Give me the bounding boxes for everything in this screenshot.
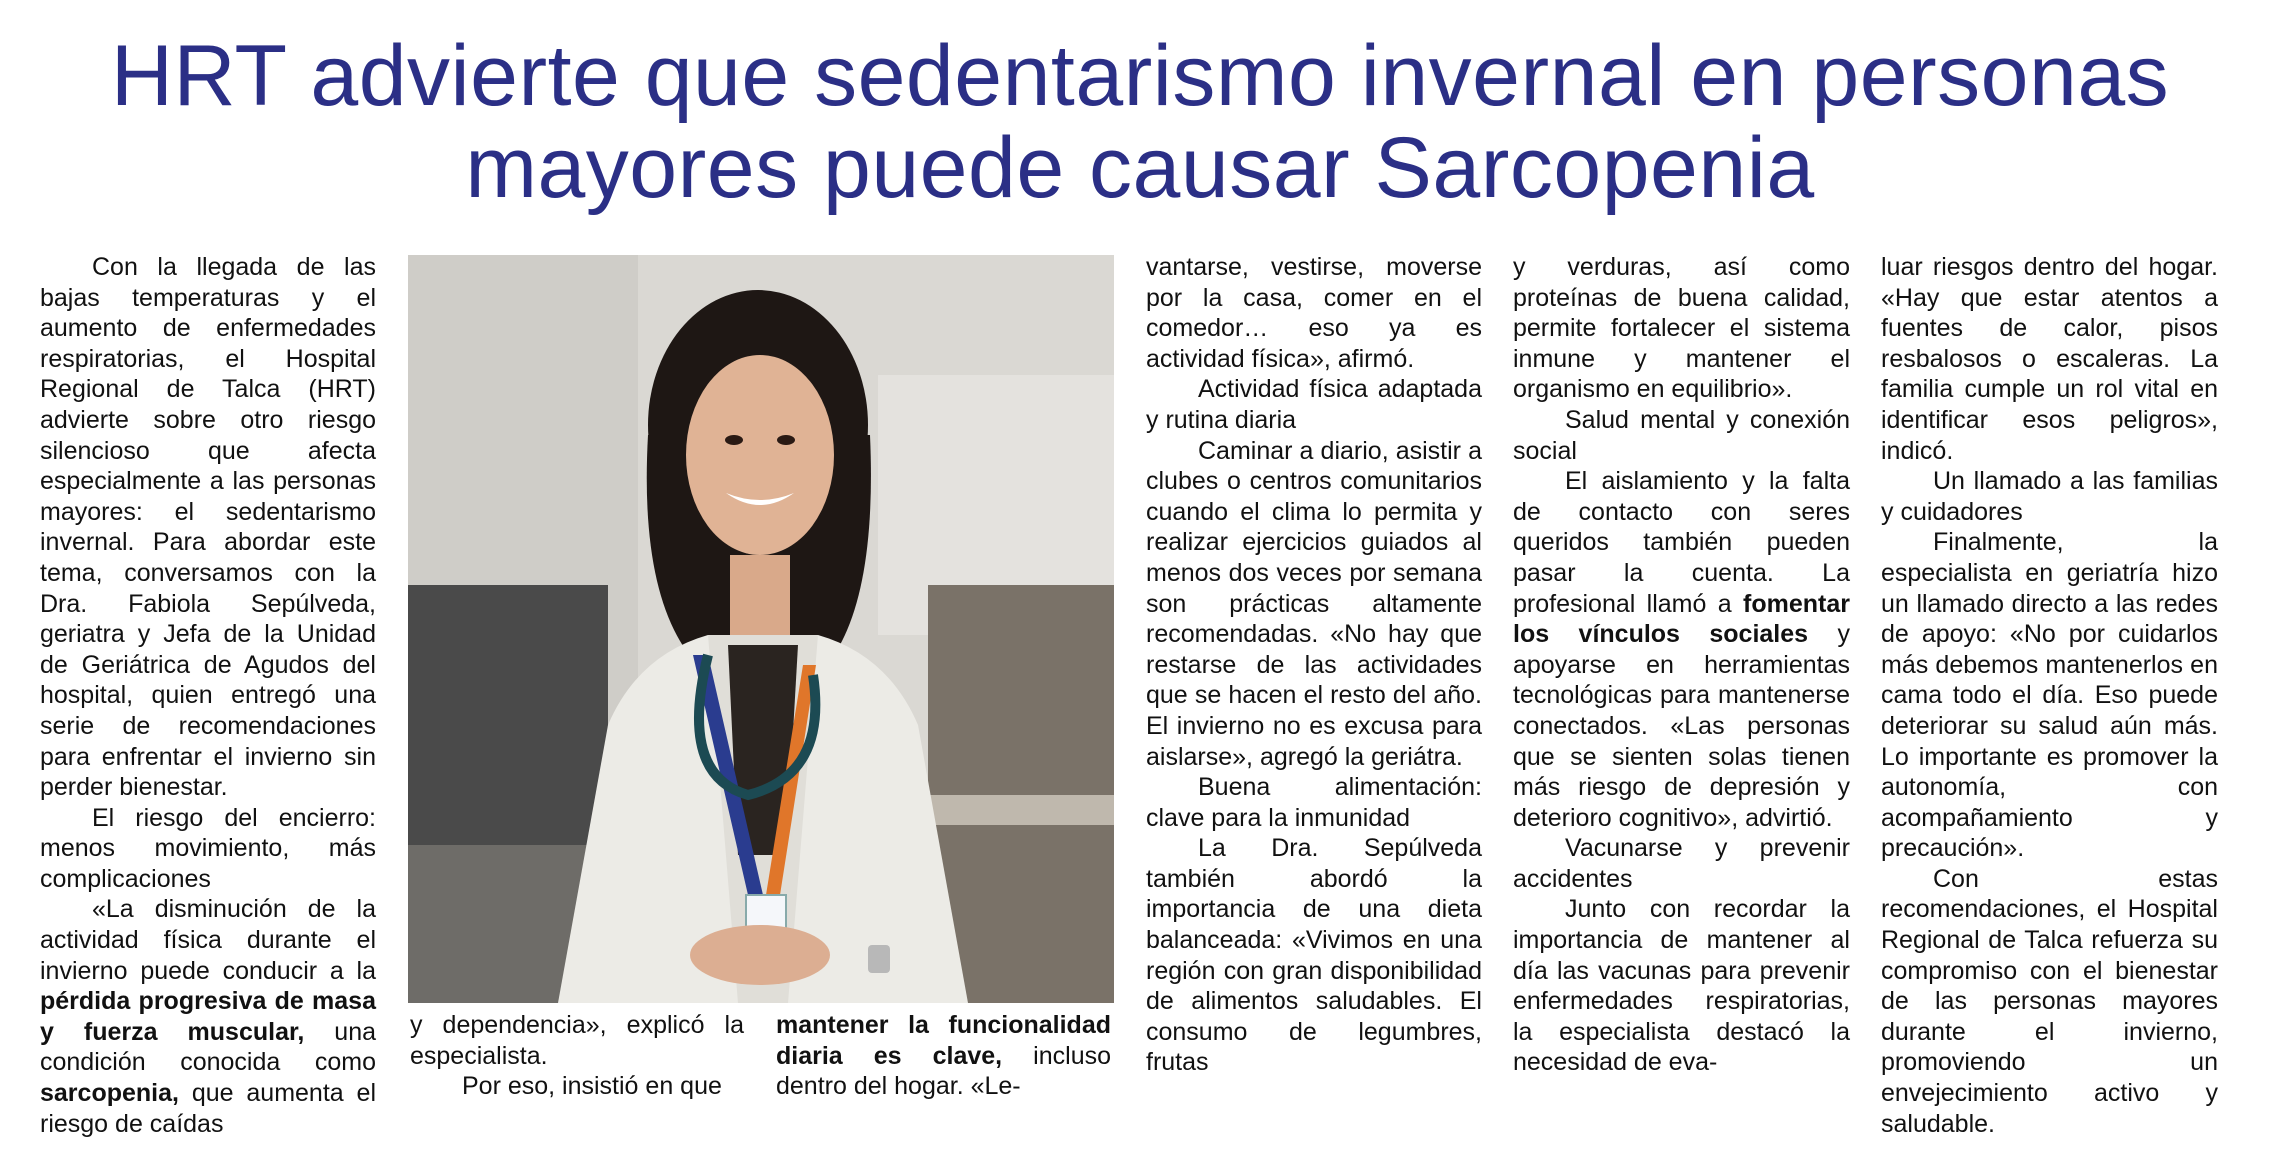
headline: [0, 30, 2280, 214]
article-column-4: [1146, 252, 1482, 1078]
paragraph: Con la llegada de las bajas temperaturas y el aumento de enfermedades respiratorias, el Hospital Regional de Talca (HRT) advierte sobre otro riesgo silencioso que afecta especialmente a las personas mayores: el sedentarismo invernal. Para abordar este tema, conversamos con la Dra. Fabiola Sepúlveda, geriatra y Jefa de la Unidad de Geriátrica de Agudos del hospital, quien entregó una serie de recomendaciones para enfrentar el invierno sin perder bienestar.: [40, 253, 376, 802]
article-column-1: [40, 252, 376, 1139]
headline-line-1: HRT advierte que sedentarismo invernal en personas: [110, 28, 2170, 124]
paragraph: y dependencia», explicó la especialista.: [410, 1011, 744, 1070]
paragraph: Junto con recordar la importancia de mantener al día las vacunas para prevenir enfermedades respiratorias, la especialista destacó la necesidad de eva-: [1513, 895, 1850, 1077]
article-column-6: [1881, 252, 2218, 1139]
paragraph: vantarse, vestirse, moverse por la casa, comer en el comedor… eso ya es actividad física», afirmó.: [1146, 253, 1482, 373]
subheading: Actividad física adaptada y rutina diaria: [1146, 375, 1482, 434]
paragraph: Finalmente, la especialista en geriatría hizo un llamado directo a las redes de apoyo: «No por cuidarlos más debemos mantenerlos en cama todo el día. Eso puede deteriorar su salud aún más. Lo importante es promover la autonomía, con acompañamiento y precaución».: [1881, 528, 2218, 863]
paragraph: La Dra. Sepúlveda también abordó la importancia de una dieta balanceada: «Vivimos en una región con gran disponibilidad de alimentos saludables. El consumo de legumbres, frutas: [1146, 834, 1482, 1077]
headline-line-2: mayores puede causar Sarcopenia: [465, 120, 1815, 216]
paragraph: luar riesgos dentro del hogar. «Hay que estar atentos a fuentes de calor, pisos resbalosos o escaleras. La familia cumple un rol vital en identificar esos peligros», indicó.: [1881, 253, 2218, 465]
subheading: El riesgo del encierro: menos movimiento, más complicaciones: [40, 803, 376, 893]
paragraph: mantener la funcionalidad diaria es clave, incluso dentro del hogar. «Le-: [776, 1011, 1111, 1101]
article-column-2: [410, 1010, 744, 1102]
doctor-photo: [408, 255, 1114, 1003]
bold-phrase: fomentar los vínculos sociales: [1513, 589, 1850, 649]
article-column-5: [1513, 252, 1850, 1078]
bold-phrase: sarcopenia,: [40, 1079, 179, 1108]
paragraph: y verduras, así como proteínas de buena calidad, permite fortalecer el sistema inmune y mantener el organismo en equilibrio».: [1513, 253, 1850, 404]
article-column-3: [776, 1010, 1111, 1102]
bold-phrase: mantener la funcionalidad diaria es clave,: [776, 1011, 1111, 1070]
paragraph: Por eso, insistió en que: [462, 1072, 722, 1101]
paragraph: «La disminución de la actividad física durante el invierno puede conducir a la pérdida progresiva de masa y fuerza muscular, una condición conocida como sarcopenia, que aumenta el riesgo de caídas: [40, 895, 376, 1138]
subheading: Un llamado a las familias y cuidadores: [1881, 467, 2218, 526]
bold-phrase: pérdida progresiva de masa y fuerza muscular,: [40, 987, 376, 1046]
paragraph: El aislamiento y la falta de contacto con seres queridos también pueden pasar la cuenta. La profesional llamó a fomentar los vínculos sociales y apoyarse en herramientas tecnológicas para mantenerse conectados. «Las personas que se sienten solas tienen más riesgo de depresión y deterioro cognitivo», advirtió.: [1513, 467, 1850, 832]
subheading: Vacunarse y prevenir accidentes: [1513, 834, 1850, 893]
subheading: Buena alimentación: clave para la inmunidad: [1146, 773, 1482, 832]
subheading: Salud mental y conexión social: [1513, 405, 1850, 465]
paragraph: Con estas recomendaciones, el Hospital Regional de Talca refuerza su compromiso con el bienestar de las personas mayores durante el invierno, promoviendo un envejecimiento activo y saludable.: [1881, 864, 2218, 1138]
paragraph: Caminar a diario, asistir a clubes o centros comunitarios cuando el clima lo permita y realizar ejercicios guiados al menos dos veces por semana son prácticas altamente recomendadas. «No hay que restarse de las actividades que se hacen el resto del año. El invierno no es excusa para aislarse», agregó la geriátra.: [1146, 436, 1482, 771]
